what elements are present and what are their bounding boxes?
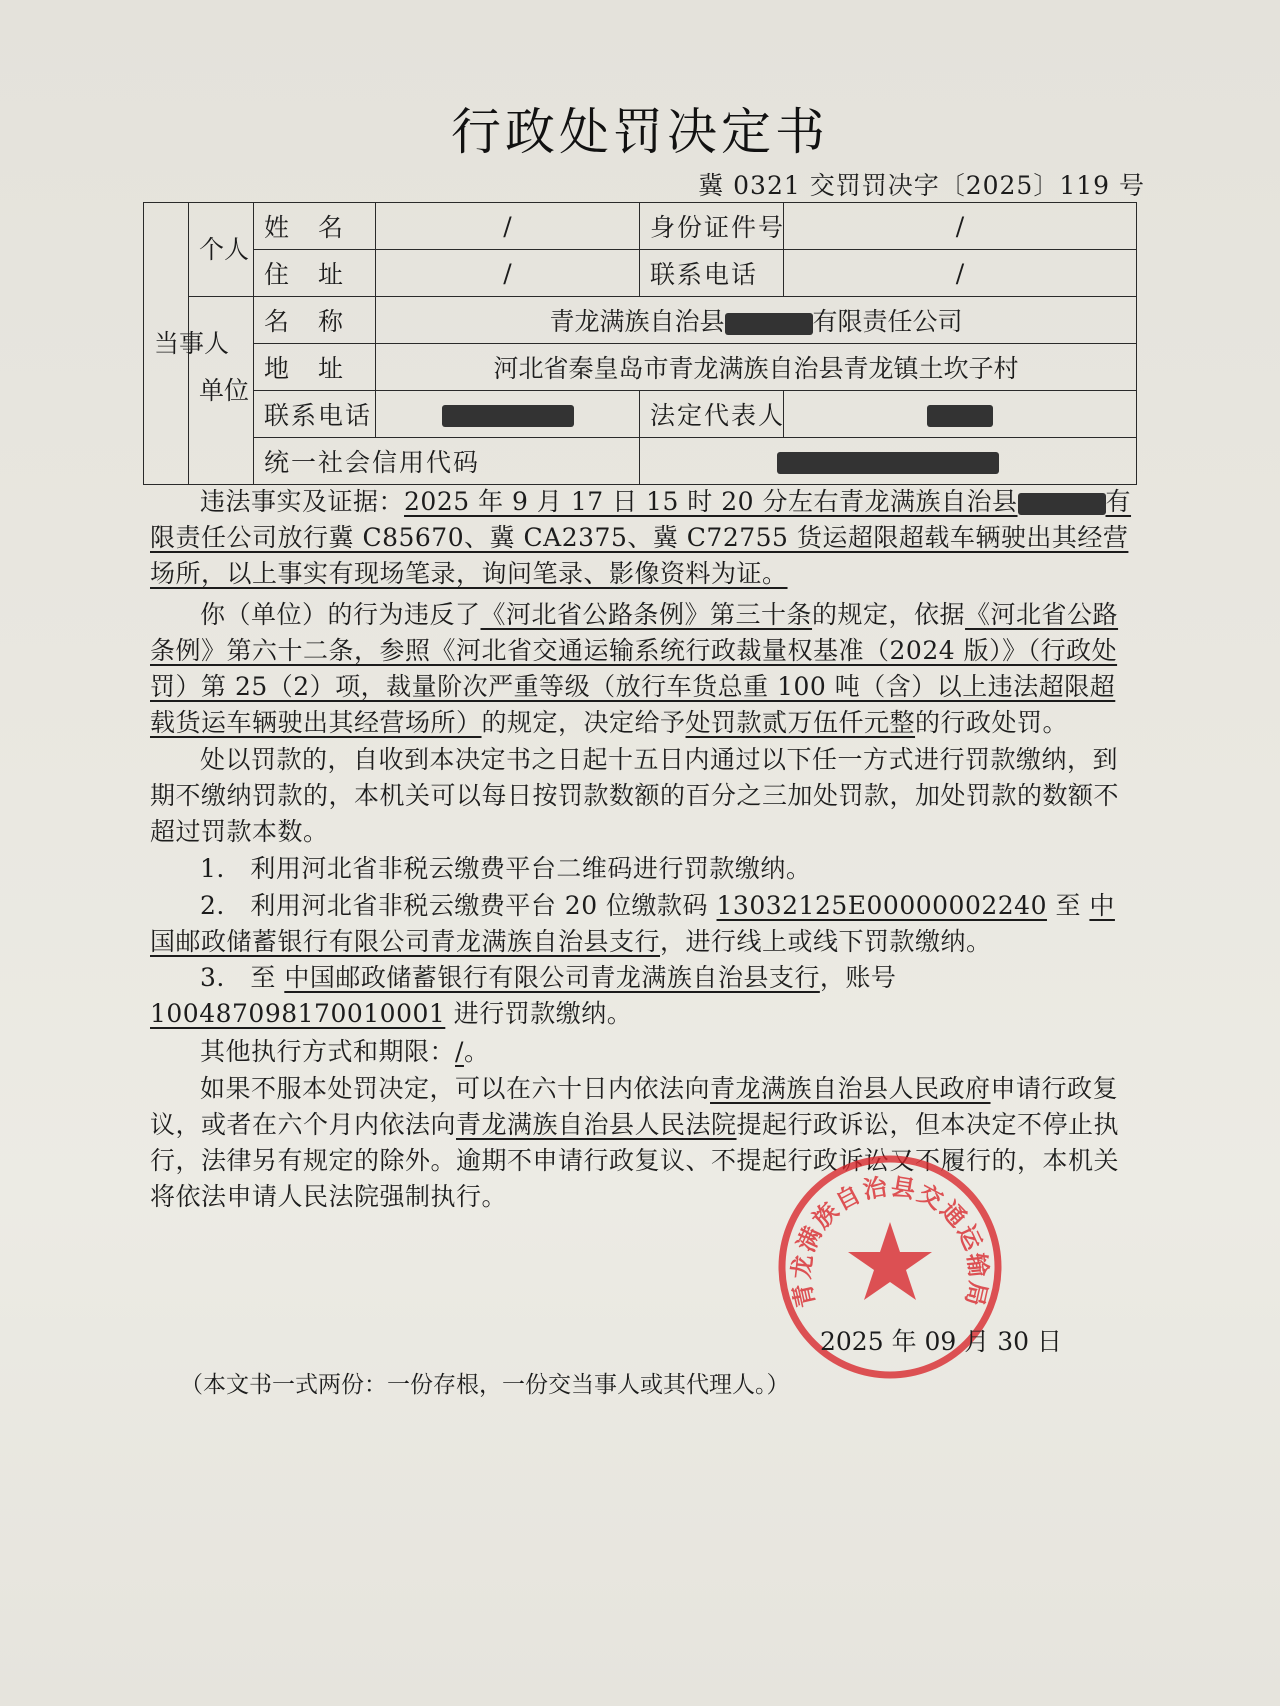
method-3-text-a: 3. 至 bbox=[200, 963, 276, 992]
decision-paragraph bbox=[150, 597, 1135, 741]
payment-intro: 处以罚款的，自收到本决定书之日起十五日内通过以下任一方式进行罚款缴纳，到期不缴纳罚款的，本机关可以每日按罚款数额的百分之三加处罚款，加处罚款的数额不超过罚款本数。 bbox=[150, 745, 1120, 846]
individual-phone-value: / bbox=[784, 250, 1137, 297]
individual-id-label: 身份证件号 bbox=[640, 203, 784, 250]
litigation-court: 青龙满族自治县人民法院 bbox=[456, 1110, 737, 1139]
other-execution-value: / bbox=[455, 1037, 464, 1066]
party-info-table bbox=[143, 202, 1137, 485]
facts-paragraph bbox=[150, 484, 1135, 592]
unit-address-value: 河北省秦皇岛市青龙满族自治县青龙镇土坎子村 bbox=[376, 344, 1137, 391]
payment-code: 13032125E00000002240 bbox=[716, 891, 1047, 920]
other-execution-end: 。 bbox=[463, 1037, 490, 1066]
seal-star-icon bbox=[848, 1222, 932, 1300]
other-execution-label: 其他执行方式和期限： bbox=[200, 1037, 456, 1066]
method-3-text-b: ，账号 bbox=[819, 963, 897, 992]
party-group-label: 当事人 bbox=[144, 203, 189, 485]
individual-id-value: / bbox=[784, 203, 1137, 250]
unit-name-label: 名 称 bbox=[254, 297, 376, 344]
method-3-bank: 中国邮政储蓄银行有限公司青龙满族自治县支行 bbox=[284, 963, 820, 992]
individual-name-label: 姓 名 bbox=[254, 203, 376, 250]
individual-address-value: / bbox=[376, 250, 640, 297]
redaction-mark bbox=[442, 405, 574, 427]
individual-phone-label: 联系电话 bbox=[640, 250, 784, 297]
payment-method-2 bbox=[150, 888, 1135, 960]
appeal-text-2: 申请行政复议，或者在六个月内依法向 bbox=[150, 1074, 1119, 1139]
decision-text-1: 你（单位）的行为违反了 bbox=[200, 600, 481, 629]
individual-address-label: 住 址 bbox=[254, 250, 376, 297]
unit-phone-value bbox=[376, 391, 640, 438]
unit-phone-label: 联系电话 bbox=[254, 391, 376, 438]
individual-name-value: / bbox=[376, 203, 640, 250]
redaction-mark bbox=[725, 313, 813, 335]
appeal-text-3: 提起行政诉讼，但本决定不停止执行，法律另有规定的除外。逾期不申请行政复议、不提起行政诉讼又不履行的，本机关将依法申请人民法院强制执行。 bbox=[150, 1110, 1120, 1211]
method-2-text-a: 2. 利用河北省非税云缴费平台 20 位缴款码 bbox=[200, 891, 709, 920]
basis-law: 《河北省公路条例》第六十二条，参照《河北省交通运输系统行政裁量权基准（2024 版）》（行政处罚）第 25（2）项，裁量阶次严重等级（放行车货总重 100 吨（含）以上违法超限超载货运车辆驶出其经营场所） bbox=[150, 600, 1119, 737]
decision-text-2: 的规定，依据 bbox=[812, 600, 966, 629]
document-title: 行政处罚决定书 bbox=[451, 103, 829, 161]
legal-rep-value bbox=[784, 391, 1137, 438]
unit-address-label: 地 址 bbox=[254, 344, 376, 391]
legal-rep-label: 法定代表人 bbox=[640, 391, 784, 438]
decision-text-3: 的规定，决定给予 bbox=[481, 708, 686, 737]
unit-name-prefix: 青龙满族自治县 bbox=[549, 307, 725, 336]
credit-code-value bbox=[640, 438, 1137, 485]
appeal-text-1: 如果不服本处罚决定，可以在六十日内依法向 bbox=[200, 1074, 711, 1103]
seal-text: 青龙满族自治县交通运输局 bbox=[787, 1172, 993, 1311]
review-authority: 青龙满族自治县人民政府 bbox=[710, 1074, 991, 1103]
redaction-mark bbox=[927, 405, 993, 427]
facts-text-a: 2025 年 9 月 17 日 15 时 20 分左右青龙满族自治县 bbox=[404, 487, 1018, 516]
other-execution bbox=[150, 1034, 1135, 1070]
decision-date: 2025 年 09 月 30 日 bbox=[820, 1327, 1062, 1356]
method-3-text-c: 进行罚款缴纳。 bbox=[453, 999, 633, 1028]
facts-label: 违法事实及证据： bbox=[200, 487, 405, 516]
redaction-mark bbox=[777, 452, 999, 474]
violated-law: 《河北省公路条例》第三十条 bbox=[480, 600, 813, 629]
unit-label: 单位 bbox=[189, 297, 254, 485]
penalty-amount: 处罚款贰万伍仟元整 bbox=[685, 708, 916, 737]
method-2-bank: 中国邮政储蓄银行有限公司青龙满族自治县支行 bbox=[150, 891, 1115, 956]
redaction-mark bbox=[1018, 493, 1106, 515]
unit-name-value bbox=[376, 297, 1137, 344]
unit-name-suffix: 有限责任公司 bbox=[812, 307, 963, 336]
individual-label: 个人 bbox=[189, 203, 254, 297]
credit-code-label: 统一社会信用代码 bbox=[254, 438, 640, 485]
bank-account: 100487098170010001 bbox=[150, 999, 446, 1028]
document-number: 冀 0321 交罚罚决字〔2025〕119 号 bbox=[698, 171, 1145, 200]
method-2-text-b: 至 bbox=[1055, 891, 1081, 920]
payment-method-1: 1. 利用河北省非税云缴费平台二维码进行罚款缴纳。 bbox=[200, 854, 812, 883]
payment-method-3 bbox=[150, 960, 1135, 1032]
method-2-text-c: ，进行线上或线下罚款缴纳。 bbox=[660, 927, 992, 956]
footer-note: （本文书一式两份：一份存根，一份交当事人或其代理人。） bbox=[180, 1372, 790, 1398]
decision-text-4: 的行政处罚。 bbox=[915, 708, 1069, 737]
facts-text-b: 有限责任公司放行冀 C85670、冀 CA2375、冀 C72755 货运超限超载车辆驶出其经营场所，以上事实有现场笔录，询问笔录、影像资料为证。 bbox=[150, 487, 1132, 588]
